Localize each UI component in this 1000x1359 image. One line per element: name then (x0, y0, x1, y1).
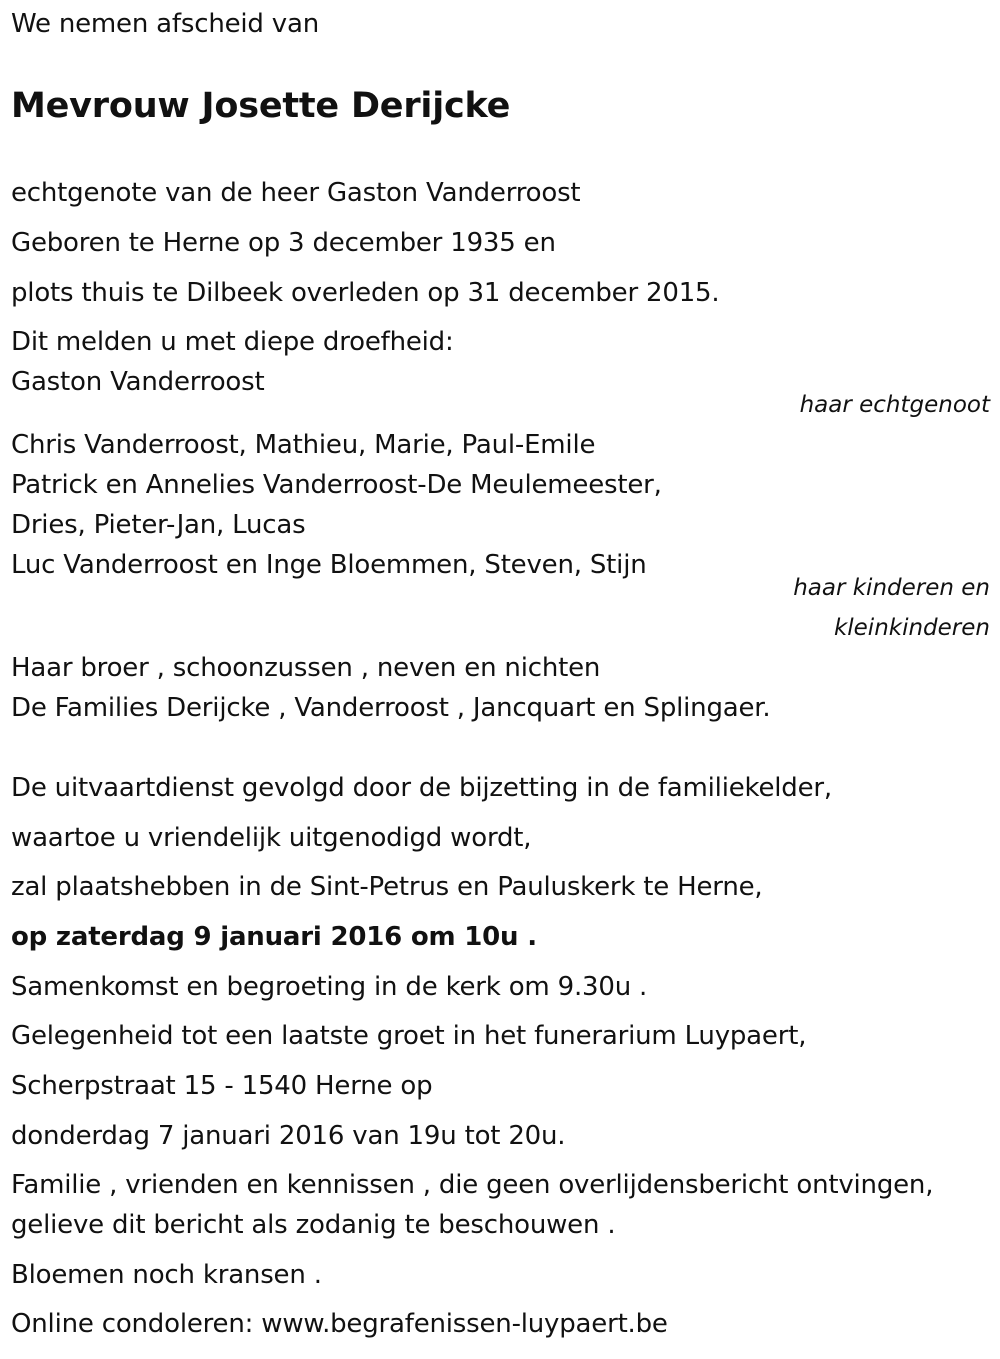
notice-line: gelieve dit bericht als zodanig te beschouwen . (11, 1210, 616, 1240)
family-line: Haar broer , schoonzussen , neven en nichten (11, 653, 601, 683)
notice-line: Familie , vrienden en kennissen , die geen overlijdensbericht ontvingen, (11, 1170, 934, 1200)
flowers-line: Bloemen noch kransen . (11, 1260, 322, 1290)
children-line: Luc Vanderroost en Inge Bloemmen, Steven, Stijn (11, 550, 647, 580)
family-line: De Families Derijcke , Vanderroost , Jancquart en Splingaer. (11, 693, 771, 723)
children-line: Patrick en Annelies Vanderroost-De Meulemeester, (11, 470, 662, 500)
children-line: Dries, Pieter-Jan, Lucas (11, 510, 306, 540)
viewing-line: Gelegenheid tot een laatste groet in het funerarium Luypaert, (11, 1021, 807, 1051)
service-line: waartoe u vriendelijk uitgenodigd wordt, (11, 823, 532, 853)
announce-line: Dit melden u met diepe droefheid: (11, 327, 454, 357)
deceased-name: Mevrouw Josette Derijcke (11, 86, 511, 126)
children-relation: haar kinderen en (793, 575, 990, 601)
service-line: zal plaatshebben in de Sint-Petrus en Pauluskerk te Herne, (11, 872, 763, 902)
viewing-line: Scherpstraat 15 - 1540 Herne op (11, 1071, 433, 1101)
intro-text: We nemen afscheid van (11, 9, 319, 39)
service-line: De uitvaartdienst gevolgd door de bijzetting in de familiekelder, (11, 773, 832, 803)
children-line: Chris Vanderroost, Mathieu, Marie, Paul-Emile (11, 430, 596, 460)
spouse-relation: haar echtgenoot (799, 392, 990, 418)
gathering-line: Samenkomst en begroeting in de kerk om 9.30u . (11, 972, 648, 1002)
children-relation: kleinkinderen (833, 615, 990, 641)
spouse-name: Gaston Vanderroost (11, 367, 265, 397)
viewing-line: donderdag 7 januari 2016 van 19u tot 20u. (11, 1121, 566, 1151)
died-line: plots thuis te Dilbeek overleden op 31 december 2015. (11, 278, 720, 308)
spouse-line: echtgenote van de heer Gaston Vanderroost (11, 178, 581, 208)
service-date: op zaterdag 9 januari 2016 om 10u . (11, 922, 537, 952)
condolence-line: Online condoleren: www.begrafenissen-luypaert.be (11, 1309, 668, 1339)
born-line: Geboren te Herne op 3 december 1935 en (11, 228, 556, 258)
